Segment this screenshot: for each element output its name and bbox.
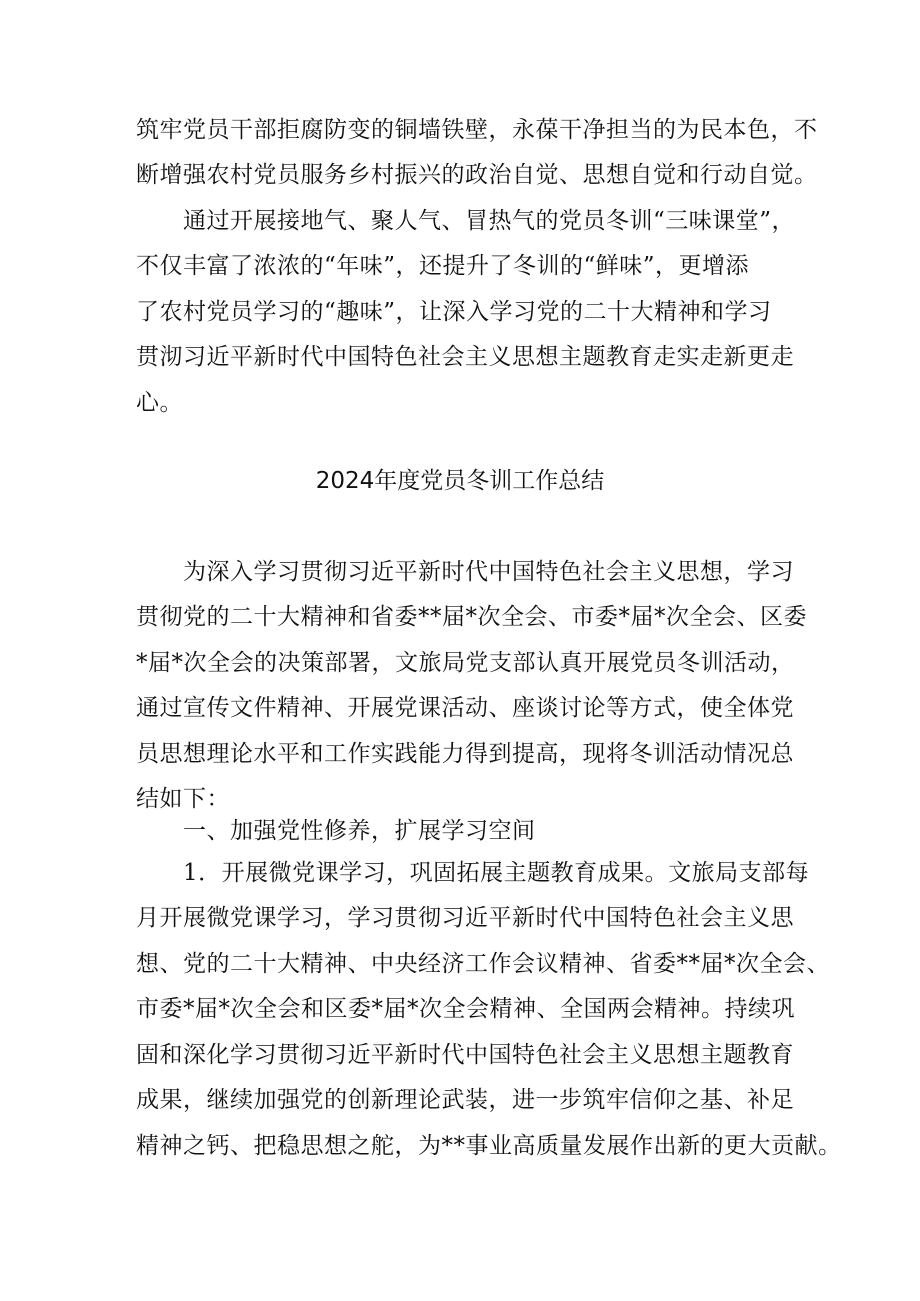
body-line-2: 贯彻党的二十大精神和省委**届*次全会、市委*届*次全会、区委 <box>136 604 807 630</box>
section-heading: 一、加强党性修养，扩展学习空间 <box>183 818 536 844</box>
intro-line-7: 心。 <box>136 390 183 416</box>
intro-line-4: 不仅丰富了浓浓的“年味”，还提升了冬训的“鲜味”，更增添 <box>136 253 750 279</box>
body-line-3: *届*次全会的决策部署，文旅局党支部认真开展党员冬训活动， <box>136 650 795 676</box>
section-line-7: 精神之钙、把稳思想之舵，为**事业高质量发展作出新的更大贡献。 <box>136 1133 842 1159</box>
body-line-1: 为深入学习贯彻习近平新时代中国特色社会主义思想，学习 <box>183 559 794 585</box>
document-title: 2024年度党员冬训工作总结 <box>315 468 605 494</box>
section-line-4: 市委*届*次全会和区委*届*次全会精神、全国两会精神。持续巩 <box>136 996 795 1022</box>
intro-line-3: 通过开展接地气、聚人气、冒热气的党员冬训“三味课堂”， <box>183 208 796 234</box>
intro-line-1: 筑牢党员干部拒腐防变的铜墙铁壁，永葆干净担当的为民本色，不 <box>136 117 818 143</box>
intro-line-5: 了农村党员学习的“趣味”，让深入学习党的二十大精神和学习 <box>136 299 772 325</box>
section-line-2: 月开展微党课学习，学习贯彻习近平新时代中国特色社会主义思 <box>136 905 794 931</box>
body-line-5: 员思想理论水平和工作实践能力得到提高，现将冬训活动情况总 <box>136 741 794 767</box>
section-line-3: 想、党的二十大精神、中央经济工作会议精神、省委**届*次全会、 <box>136 951 830 977</box>
body-line-4: 通过宣传文件精神、开展党课活动、座谈讨论等方式，使全体党 <box>136 695 794 721</box>
intro-line-6: 贯沏习近平新时代中国特色社会主义思想主题教育走实走新更走 <box>136 344 794 370</box>
section-line-6: 成果，继续加强党的创新理论武装，进一步筑牢信仰之基、补足 <box>136 1087 794 1113</box>
section-line-1: 1．开展微党课学习，巩固拓展主题教育成果。文旅局支部每 <box>183 860 810 886</box>
intro-line-2: 断增强农村党员服务乡村振兴的政治自觉、思想自觉和行动自觉。 <box>136 162 818 188</box>
body-line-6: 结如下： <box>136 786 230 812</box>
section-line-5: 固和深化学习贯彻习近平新时代中国特色社会主义思想主题教育 <box>136 1042 794 1068</box>
